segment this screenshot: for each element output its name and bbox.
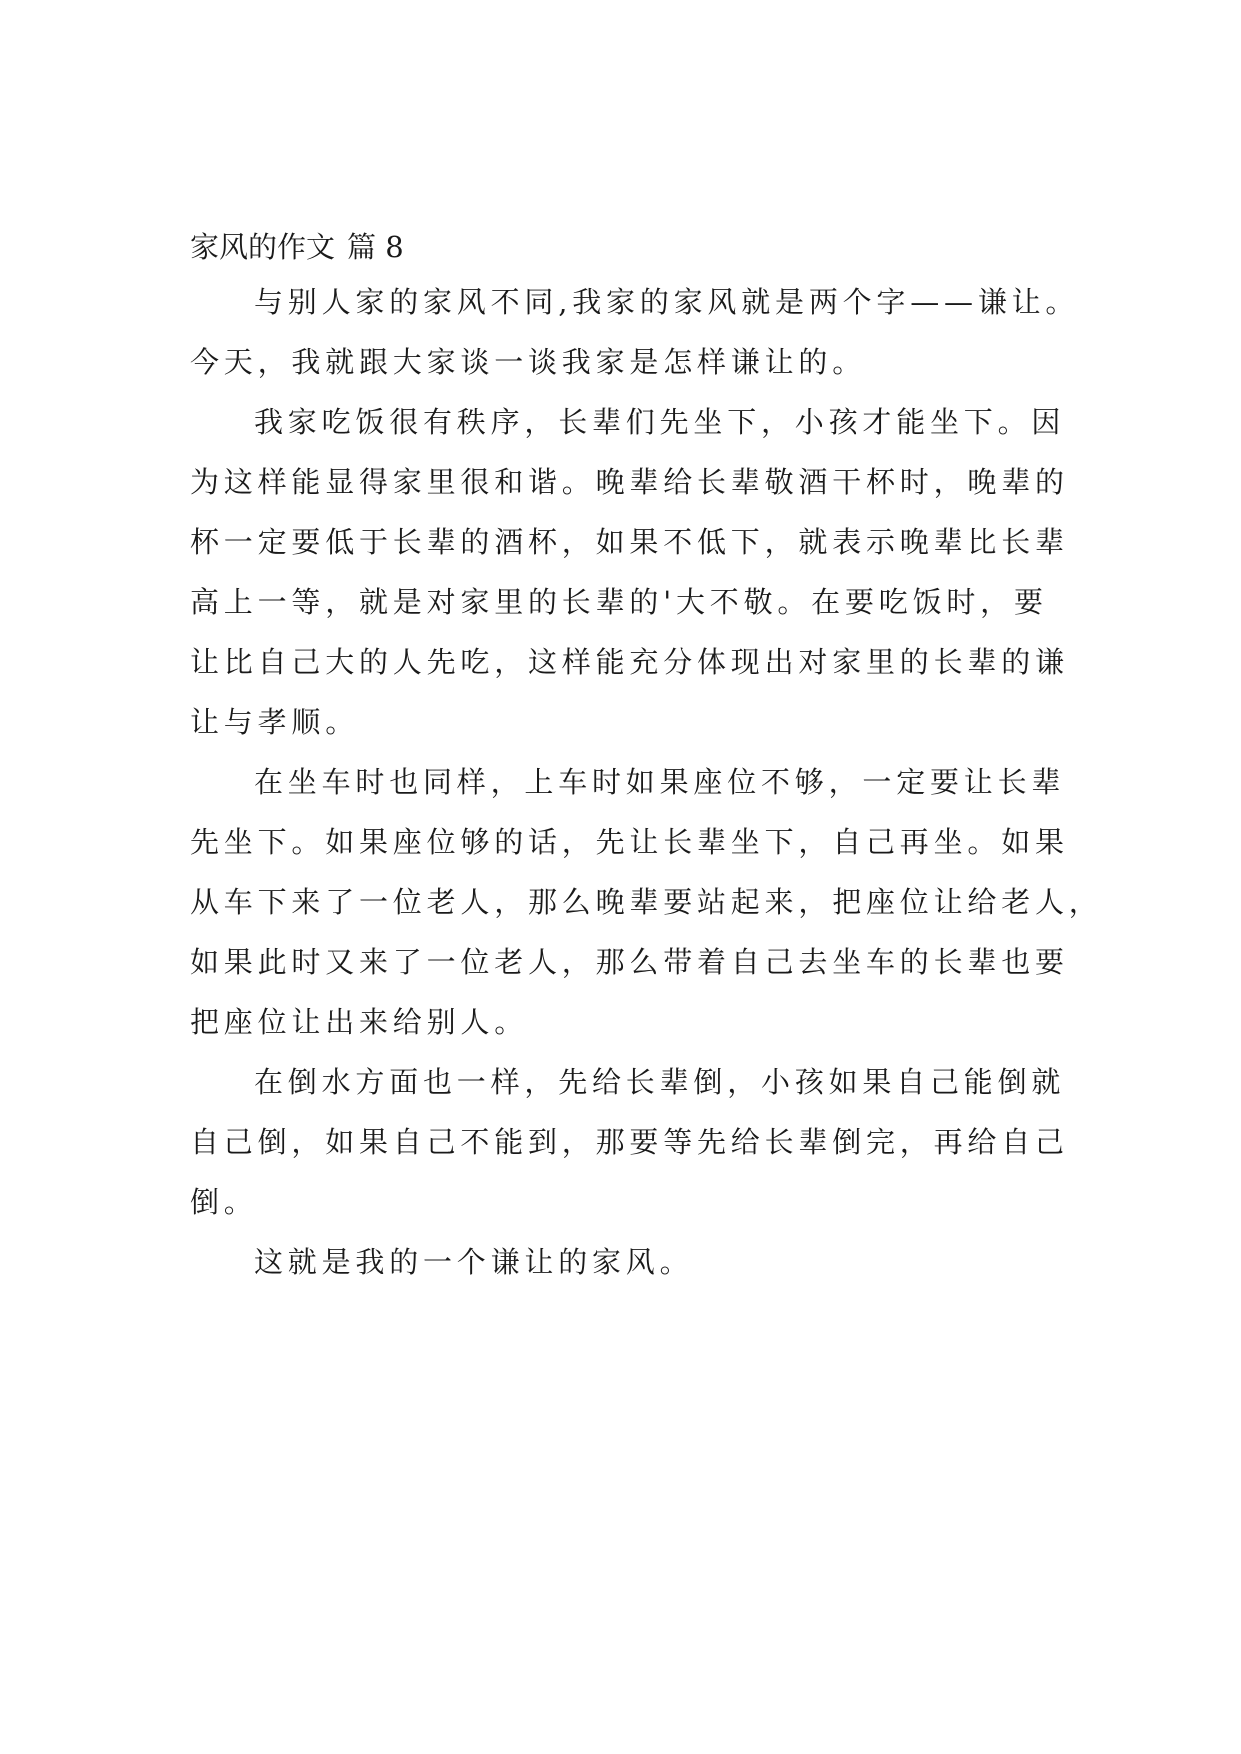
paragraph-1	[190, 272, 1080, 392]
paragraph-line: 倒。	[190, 1185, 258, 1219]
paragraph-line: 自己倒，如果自己不能到，那要等先给长辈倒完，再给自己	[190, 1125, 1069, 1159]
paragraph-line: 让比自己大的人先吃，这样能充分体现出对家里的长辈的谦	[190, 645, 1069, 679]
paragraph-line: 把座位让出来给别人。	[190, 1005, 529, 1039]
paragraph-2	[190, 392, 1069, 752]
document-page	[190, 222, 1103, 1292]
paragraph-line: 与别人家的家风不同,我家的家风就是两个字——谦让。	[254, 285, 1080, 319]
paragraph-line: 让与孝顺。	[190, 705, 360, 739]
paragraph-line: 在坐车时也同样，上车时如果座位不够，一定要让长辈	[254, 765, 1066, 799]
paragraph-line: 高上一等，就是对家里的长辈的'大不敬。在要吃饭时，要	[190, 585, 1048, 619]
paragraph-line: 今天，我就跟大家谈一谈我家是怎样谦让的。	[190, 345, 867, 379]
title-text: 家风的作文	[190, 230, 336, 264]
paragraph-3	[190, 752, 1103, 1052]
document-title	[190, 222, 1050, 272]
paragraph-line: 从车下来了一位老人，那么晚辈要站起来，把座位让给老人，	[190, 885, 1103, 919]
paragraph-line: 为这样能显得家里很和谐。晚辈给长辈敬酒干杯时，晚辈的	[190, 465, 1069, 499]
paragraph-4	[190, 1052, 1069, 1232]
paragraph-5	[190, 1232, 1050, 1292]
paragraph-line: 我家吃饭很有秩序，长辈们先坐下，小孩才能坐下。因	[254, 405, 1066, 439]
paragraph-line: 杯一定要低于长辈的酒杯，如果不低下，就表示晚辈比长辈	[190, 525, 1069, 559]
title-number: 篇 8	[347, 230, 404, 264]
paragraph-line: 如果此时又来了一位老人，那么带着自己去坐车的长辈也要	[190, 945, 1069, 979]
paragraph-line: 在倒水方面也一样，先给长辈倒，小孩如果自己能倒就	[254, 1065, 1066, 1099]
paragraph-line: 这就是我的一个谦让的家风。	[254, 1245, 694, 1279]
paragraph-line: 先坐下。如果座位够的话，先让长辈坐下，自己再坐。如果	[190, 825, 1069, 859]
